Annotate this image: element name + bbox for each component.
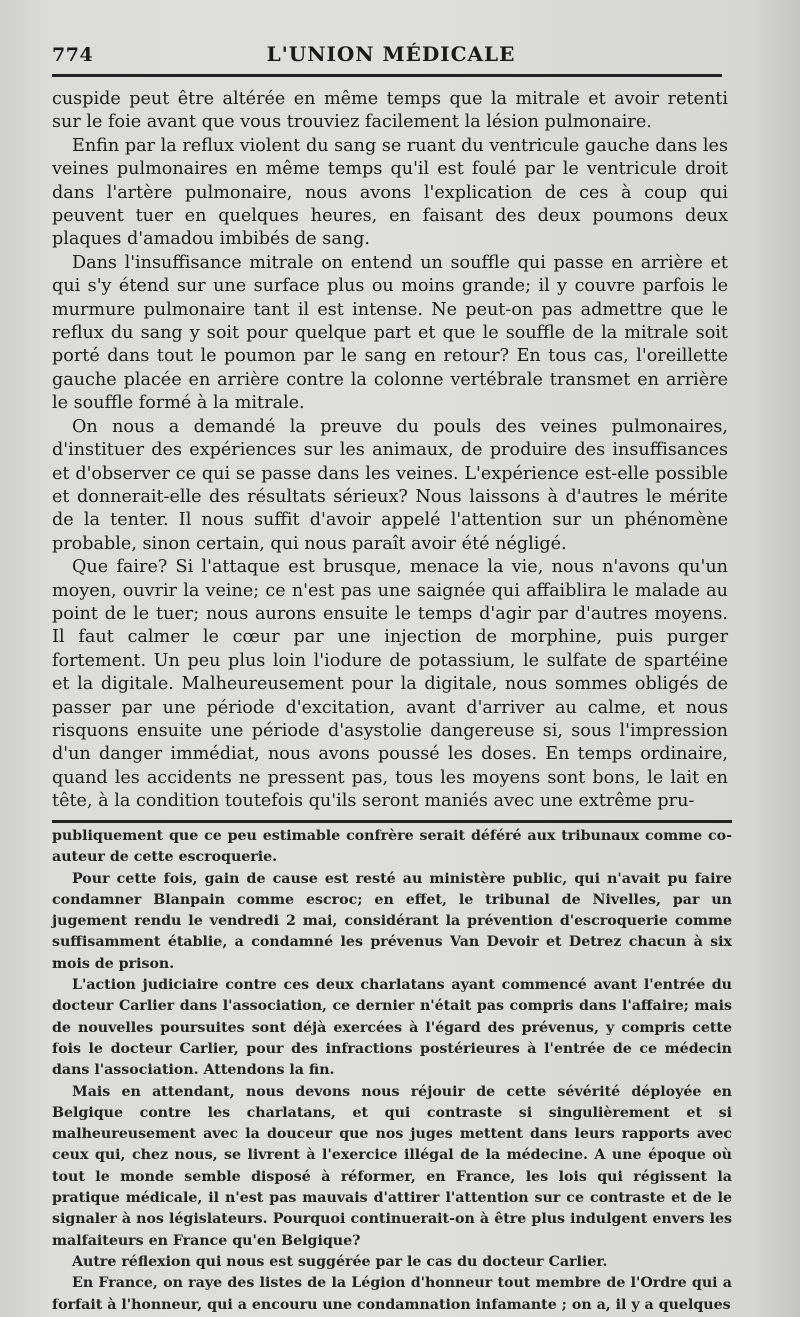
running-title: L'UNION MÉDICALE bbox=[266, 42, 516, 66]
paragraph: Que faire? Si l'attaque est brusque, menace la vie, nous n'avons qu'un moyen, ouvrir la veine; ce n'est pas une saignée qui affaiblira le malade au point de le tuer; nous aurons ensuite le temps d'agir par d'autres moyens. Il faut calmer le cœur par une injection de morphine, puis purger fortement. Un peu plus loin l'iodure de potassium, le sulfate de spartéine et la digitale. Malheureusement pour la digitale, nous sommes obligés de passer par une période d'excitation, avant d'arriver au calme, et nous risquons ensuite une période d'asystolie dangereuse si, sous l'impression d'un danger immédiat, nous avons poussé les doses. En temps ordinaire, quand les accidents ne pressent pas, tous les moyens sont bons, le lait en tête, à la condition toutefois qu'ils seront maniés avec une extrême pru- bbox=[52, 557, 728, 812]
paragraph: On nous a demandé la preuve du pouls des veines pulmonaires, d'instituer des expériences sur les animaux, de produire des insuffisances et d'observer ce qui se passe dans les veines. L'expérience est-elle possible et donnerait-elle des résultats sérieux? Nous laissons à d'autres le mérite de la tenter. Il nous suffit d'avoir appelé l'attention sur un phénomène probable, sinon certain, qui nous paraît avoir été négligé. bbox=[52, 416, 728, 554]
page-number: 774 bbox=[52, 44, 94, 66]
header-rule bbox=[52, 74, 722, 77]
page-header bbox=[52, 38, 730, 68]
main-text bbox=[52, 88, 728, 814]
footnote-paragraph: Mais en attendant, nous devons nous réjouir de cette sévérité déployée en Belgique contre les charlatans, et qui contraste si singulièrement et si malheureusement avec la douceur que nos juges mettent dans leurs rapports avec ceux qui, chez nous, se livrent à l'exercice illégal de la médecine. A une époque où tout le monde semble disposé à réformer, en France, les lois qui régissent la pratique médicale, il n'est pas mauvais d'attirer l'attention sur ce contraste et de le signaler à nos législateurs. Pourquoi continuerait-on à être plus indulgent envers les malfaiteurs en France qu'en Belgique? bbox=[52, 1083, 732, 1249]
paragraph: Enfin par la reflux violent du sang se ruant du ventricule gauche dans les veines pulmonaires en même temps qu'il est foulé par le ventricule droit dans l'artère pulmonaire, nous avons l'explication de ces à coup qui peuvent tuer en quelques heures, en faisant des deux poumons deux plaques d'amadou imbibés de sang. bbox=[52, 135, 728, 250]
footnote-rule bbox=[52, 820, 732, 823]
paragraph: cuspide peut être altérée en même temps que la mitrale et avoir retenti sur le foie avant que vous trouviez facilement la lésion pulmonaire. bbox=[52, 89, 728, 133]
footnote-paragraph: publiquement que ce peu estimable confrère serait déféré aux tribunaux comme co-auteur de cette escroquerie. bbox=[52, 828, 732, 866]
footnote-paragraph: Pour cette fois, gain de cause est resté au ministère public, qui n'avait pu faire condamner Blanpain comme escroc; en effet, le tribunal de Nivelles, par un jugement rendu le vendredi 2 mai, considérant la prévention d'escroquerie comme suffisamment établie, a condamné les prévenus Van Devoir et Detrez chacun à six mois de prison. bbox=[52, 870, 732, 972]
footnote-paragraph: En France, on raye des listes de la Légion d'honneur tout membre de l'Ordre qui a forfait à l'honneur, qui a encouru une condamnation infamante ; on a, il y a quelques bbox=[52, 1275, 732, 1313]
footnote-text bbox=[52, 826, 732, 1316]
footnote-paragraph: L'action judiciaire contre ces deux charlatans ayant commencé avant l'entrée du docteur Carlier dans l'association, ce dernier n'était pas compris dans l'affaire; mais de nouvelles poursuites sont déjà exercées à l'égard des prévenus, y compris cette fois le docteur Carlier, pour des infractions postérieures à l'entrée de ce médecin dans l'association. Attendons la fin. bbox=[52, 977, 732, 1079]
paragraph: Dans l'insuffisance mitrale on entend un souffle qui passe en arrière et qui s'y étend sur une surface plus ou moins grande; il y couvre parfois le murmure pulmonaire tant il est intense. Ne peut-on pas admettre que le reflux du sang y soit pour quelque part et que le souffle de la mitrale soit porté dans tout le poumon par le sang en retour? En tous cas, l'oreillette gauche placée en arrière contre la colonne vertébrale transmet en arrière le souffle formé à la mitrale. bbox=[52, 252, 728, 414]
footnote-paragraph: Autre réflexion qui nous est suggérée par le cas du docteur Carlier. bbox=[72, 1253, 608, 1270]
